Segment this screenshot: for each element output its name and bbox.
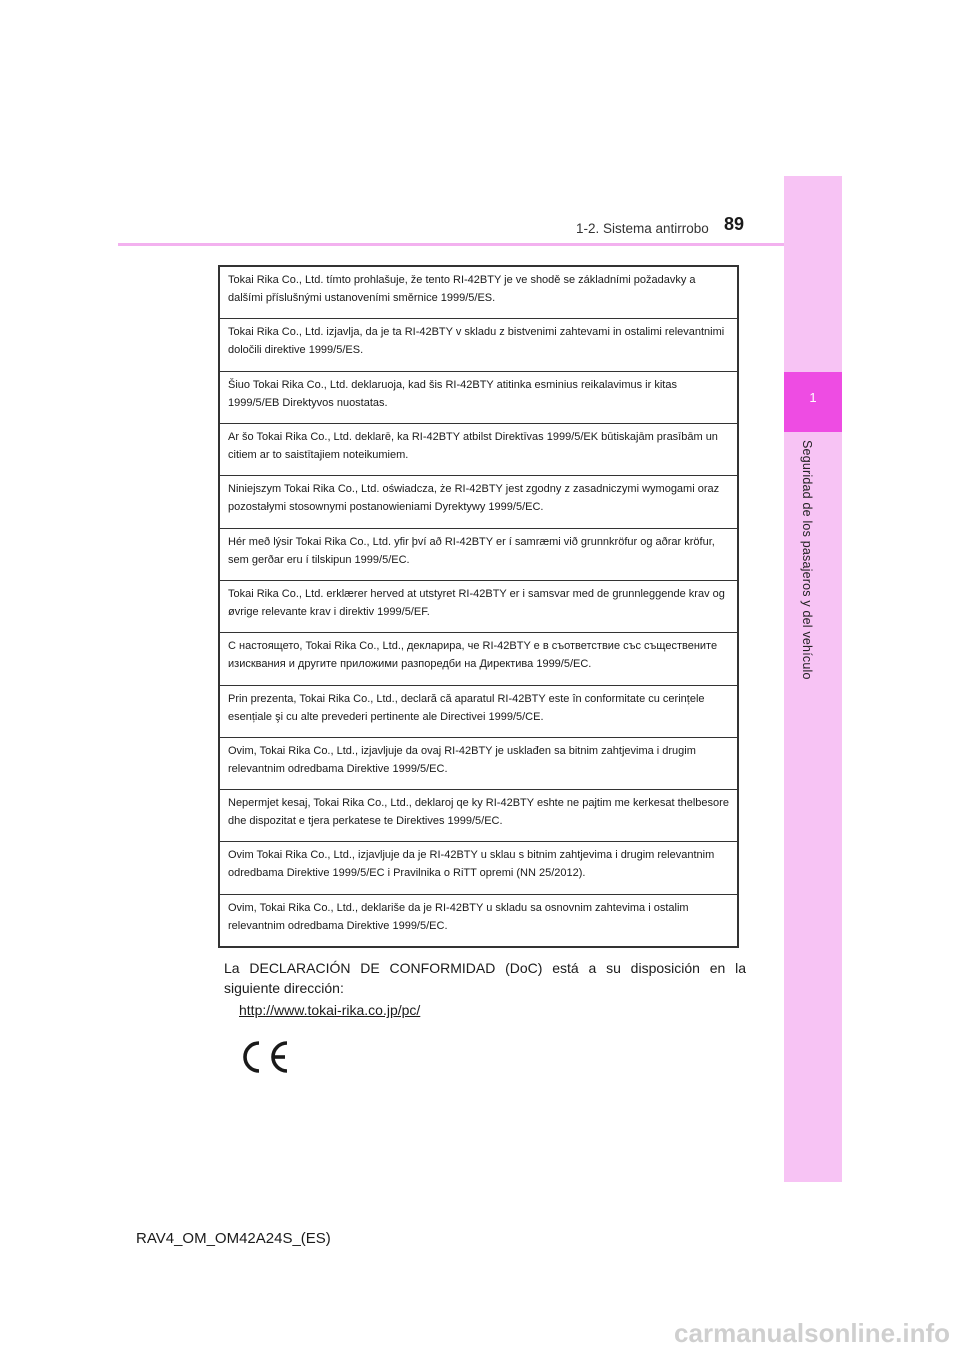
declaration-row: Tokai Rika Co., Ltd. izjavlja, da je ta RI-42BTY v skladu z bistvenimi zahtevami in ostalimi relevantnimi določili direktive 1999/5/ES.: [220, 319, 737, 371]
declaration-row: Nepermjet kesaj, Tokai Rika Co., Ltd., deklaroj qe ky RI-42BTY eshte ne pajtim me kerkesat thelbesore dhe dispozitat e tjera perkatese te Direktives 1999/5/EC.: [220, 790, 737, 842]
declaration-row: Ovim, Tokai Rika Co., Ltd., izjavljuje da ovaj RI-42BTY je usklađen sa bitnim zahtjevima i drugim relevantnim odredbama Direktive 1999/5/EC.: [220, 738, 737, 790]
doc-url-link[interactable]: http://www.tokai-rika.co.jp/pc/: [239, 1002, 421, 1018]
declarations-table: [218, 265, 739, 948]
site-watermark: carmanualsonline.info: [674, 1318, 950, 1348]
declaration-row: Niniejszym Tokai Rika Co., Ltd. oświadcza, że RI-42BTY jest zgodny z zasadniczymi wymogami oraz pozostałymi stosownymi postanowieniami Dyrektywy 1999/5/EC.: [220, 476, 737, 528]
chapter-tab-number: 1: [809, 390, 817, 405]
page-number: 89: [724, 214, 745, 234]
doc-availability-text: La DECLARACIÓN DE CONFORMIDAD (DoC) está a su disposición en la siguiente dirección:: [224, 960, 746, 996]
declaration-row: Ovim, Tokai Rika Co., Ltd., deklariše da je RI-42BTY u skladu sa osnovnim zahtevima i ostalim relevantnim odredbama Direktive 1999/5/EC.: [228, 901, 689, 932]
header-rule: [118, 243, 784, 246]
declaration-row: Tokai Rika Co., Ltd. erklærer herved at utstyret RI-42BTY er i samsvar med de grunnleggende krav og øvrige relevante krav i direktiv 1999/5/EF.: [220, 581, 737, 633]
document-code-footer: RAV4_OM_OM42A24S_(ES): [136, 1230, 331, 1247]
declaration-row: Ar šo Tokai Rika Co., Ltd. deklarē, ka RI-42BTY atbilst Direktīvas 1999/5/EK būtiskajām prasībām un citiem ar to saistītajiem noteikumiem.: [220, 424, 737, 476]
chapter-title-vertical: Seguridad de los pasajeros y del vehículo: [800, 440, 814, 680]
declaration-row: Hér með lýsir Tokai Rika Co., Ltd. yfir því að RI-42BTY er í samræmi við grunnkröfur og aðrar kröfur, sem gerðar eru í tilskipun 1999/5/EC.: [220, 529, 737, 581]
declaration-row: Tokai Rika Co., Ltd. tímto prohlašuje, že tento RI-42BTY je ve shodě se základními požadavky a dalšími příslušnými ustanoveními směrnice 1999/5/ES.: [220, 267, 737, 319]
declaration-row: С настоящето, Tokai Rika Co., Ltd., декларира, че RI-42BTY е в съответствие със съществените изисквания и другите приложими разпоредби на Директива 1999/5/EC.: [220, 633, 737, 685]
section-title: 1-2. Sistema antirrobo: [576, 221, 709, 236]
declaration-row: Prin prezenta, Tokai Rika Co., Ltd., declară că aparatul RI-42BTY este în conformitate cu cerințele esențiale şi cu alte prevederi pertinente ale Directivei 1999/5/CE.: [220, 686, 737, 738]
declaration-row: Šiuo Tokai Rika Co., Ltd. deklaruoja, kad šis RI-42BTY atitinka esminius reikalavimus ir kitas 1999/5/EB Direktyvos nuostatas.: [220, 372, 737, 424]
declaration-row: Ovim Tokai Rika Co., Ltd., izjavljuje da je RI-42BTY u sklau s bitnim zahtjevima i drugim relevantnim odredbama Direktive 1999/5/EC i Pravilnika o RiTT opremi (NN 25/2012).: [220, 842, 737, 894]
ce-mark-icon: [237, 1038, 291, 1076]
